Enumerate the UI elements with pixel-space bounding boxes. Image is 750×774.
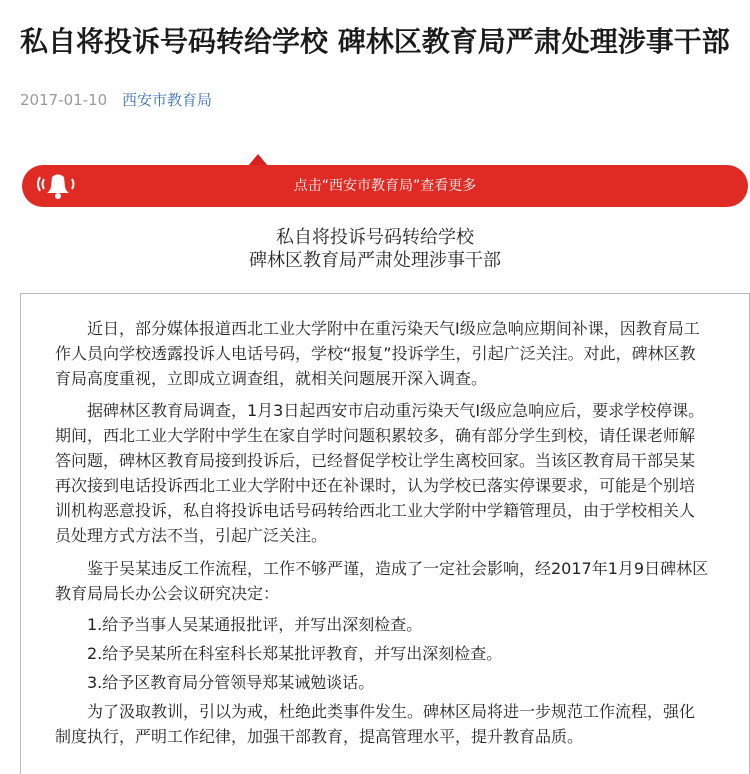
banner-text[interactable]: 点击“西安市教育局”查看更多 xyxy=(293,178,477,194)
publish-date: 2017-01-10 xyxy=(20,91,108,109)
follow-banner[interactable] xyxy=(22,165,748,207)
body-line: 训机构恶意投诉，私自将投诉电话号码转给西北工业大学附中学籍管理员，由于学校相关人 xyxy=(55,501,696,520)
subtitle-line-1: 私自将投诉号码转给学校 xyxy=(276,227,474,248)
body-line: 期间，西北工业大学附中学生在家自学时问题积累较多，确有部分学生到校，请任课老师解 xyxy=(55,426,696,445)
list-item: 1.给予当事人吴某通报批评，并写出深刻检查。 xyxy=(87,615,423,634)
body-line: 作人员向学校透露投诉人电话号码，学校“报复”投诉学生，引起广泛关注。对此，碑林区教 xyxy=(55,344,696,363)
body-line: 据碑林区教育局调查，1月3日起西安市启动重污染天气Ⅰ级应急响应后，要求学校停课。 xyxy=(87,401,705,420)
article-meta xyxy=(20,88,212,112)
body-line: 为了汲取教训，引以为戒，杜绝此类事件发生。碑林区局将进一步规范工作流程，强化 xyxy=(87,702,696,721)
list-item: 3.给予区教育局分管领导郑某诫勉谈话。 xyxy=(87,673,375,692)
list-item: 2.给予吴某所在科室科长郑某批评教育，并写出深刻检查。 xyxy=(87,644,503,663)
body-line: 近日，部分媒体报道西北工业大学附中在重污染天气Ⅰ级应急响应期间补课，因教育局工 xyxy=(87,319,700,338)
article-body xyxy=(20,293,750,774)
article-title: 私自将投诉号码转给学校 碑林区教育局严肃处理涉事干部 xyxy=(20,25,730,58)
body-line: 员处理方式方法不当，引起广泛关注。 xyxy=(55,526,328,545)
body-line: 答问题，碑林区教育局接到投诉后，已经督促学校让学生离校回家。当该区教育局干部吴某 xyxy=(55,451,696,470)
body-line: 鉴于吴某违反工作流程，工作不够严谨，造成了一定社会影响，经2017年1月9日碑林区 xyxy=(87,559,709,578)
body-line: 教育局局长办公会议研究决定： xyxy=(55,584,280,603)
source-link[interactable]: 西安市教育局 xyxy=(121,91,212,109)
body-line: 再次接到电话投诉西北工业大学附中还在补课时，认为学校已落实停课要求，可能是个别培 xyxy=(55,476,696,495)
subtitle-line-2: 碑林区教育局严肃处理涉事干部 xyxy=(249,250,501,271)
body-line: 育局高度重视，立即成立调查组，就相关问题展开深入调查。 xyxy=(55,369,488,388)
body-line: 制度执行，严明工作纪律，加强干部教育，提高管理水平，提升教育品质。 xyxy=(55,727,584,746)
